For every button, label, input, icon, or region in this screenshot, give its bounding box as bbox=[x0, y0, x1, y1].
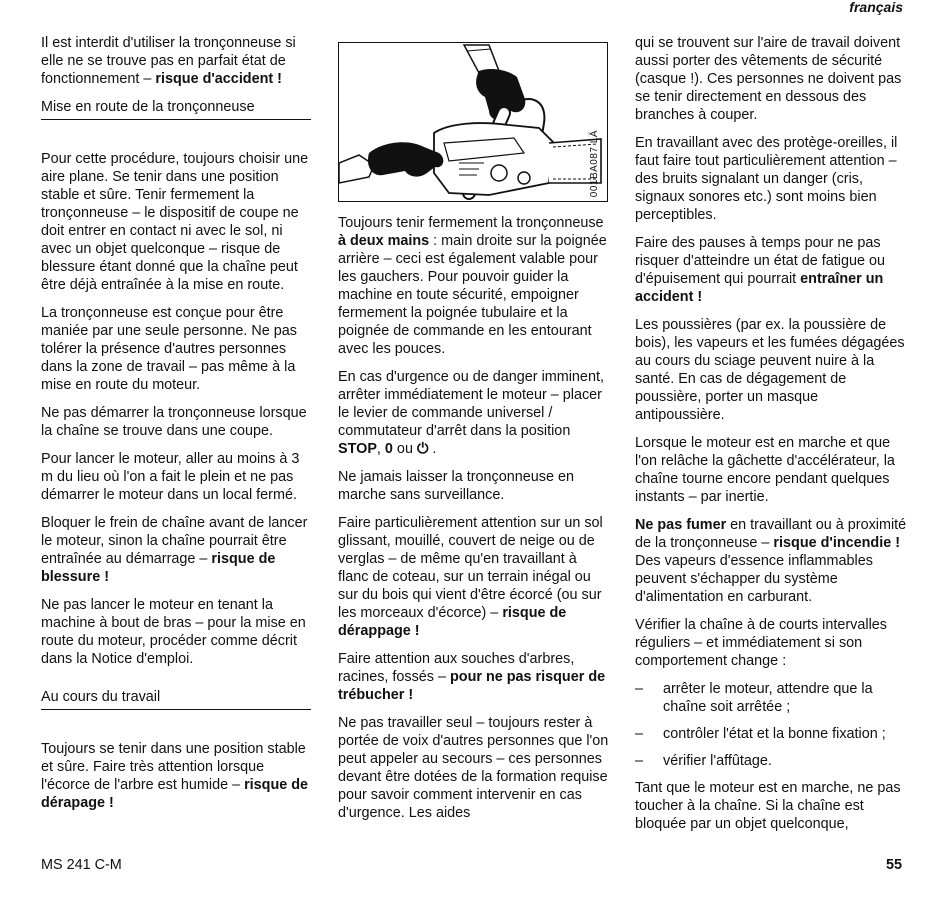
paragraph-intro: Il est interdit d'utiliser la tronçonneuse si elle ne se trouve pas en parfait état de fonctionnement – risque d'accident ! bbox=[41, 35, 296, 87]
paragraph: Lorsque le moteur est en marche et que l'on relâche la gâchette d'accélérateur, la chaîne tourne encore pendant quelques instants – par inertie. bbox=[635, 435, 895, 505]
paragraph: Pour cette procédure, toujours choisir une aire plane. Se tenir dans une position stable et sûre. Tenir fermement la tronçonneuse – le dispositif de coupe ne doit entrer en contact ni avec le sol, ni avec un objet quelconque – risque de blessure étant donné que la chaîne peut être déjà entraînée à la mise en route. bbox=[41, 151, 309, 293]
model-label: MS 241 C-M bbox=[41, 857, 122, 873]
paragraph: Faire attention aux souches d'arbres, racines, fossés – pour ne pas risquer de trébucher ! bbox=[338, 651, 606, 703]
paragraph: Faire des pauses à temps pour ne pas risquer d'atteindre un état de fatigue ou d'épuisement qui pourrait entraîner un accident ! bbox=[635, 235, 885, 305]
paragraph: En cas d'urgence ou de danger imminent, arrêter immédiatement le moteur – placer le levier de commande universel / commutateur d'arrêt dans la position STOP, 0 ou ⏻ . bbox=[338, 369, 604, 457]
paragraph: qui se trouvent sur l'aire de travail doivent aussi porter des vêtements de sécurité (casque !). Ces personnes ne doivent pas se tenir directement en dessous des branches à couper. bbox=[635, 35, 902, 123]
paragraph: Toujours se tenir dans une position stable et sûre. Faire très attention lorsque l'écorce de l'arbre est humide – risque de dérapage ! bbox=[41, 741, 309, 811]
list-item: – contrôler l'état et la bonne fixation ; bbox=[635, 726, 886, 742]
column-2 bbox=[338, 34, 610, 832]
chainsaw-illustration bbox=[338, 42, 608, 202]
column-1 bbox=[41, 34, 311, 822]
paragraph: Bloquer le frein de chaîne avant de lancer le moteur, sinon la chaîne pourrait être entraînée au démarrage – risque de blessure ! bbox=[41, 515, 308, 585]
section-heading-work: Au cours du travail bbox=[41, 688, 311, 710]
stop-symbol-icon: ⏻ bbox=[416, 441, 429, 457]
paragraph: Les poussières (par ex. la poussière de bois), les vapeurs et les fumées dégagées au cours du sciage peuvent nuire à la santé. En cas de dégagement de poussière, porter un masque antipoussière. bbox=[635, 317, 905, 423]
illustration-code: 001BA087 LÄ bbox=[589, 129, 600, 197]
paragraph: Ne pas fumer en travaillant ou à proximité de la tronçonneuse – risque d'incendie ! Des vapeurs d'essence inflammables peuvent s'échapper du système d'alimentation en carburant. bbox=[635, 517, 907, 605]
paragraph: Ne pas démarrer la tronçonneuse lorsque la chaîne se trouve dans une coupe. bbox=[41, 405, 307, 439]
paragraph: Ne pas lancer le moteur en tenant la machine à bout de bras – pour la mise en route du moteur, procéder comme décrit dans la Notice d'emploi. bbox=[41, 597, 306, 667]
paragraph: La tronçonneuse est conçue pour être maniée par une seule personne. Ne pas tolérer la présence d'autres personnes dans la zone de travail – pas même à la mise en route du moteur. bbox=[41, 305, 298, 393]
paragraph: Pour lancer le moteur, aller au moins à 3 m du lieu où l'on a fait le plein et ne pas démarrer le moteur dans un local fermé. bbox=[41, 451, 300, 503]
paragraph: En travaillant avec des protège-oreilles, il faut faire tout particulièrement attention – des bruits signalant un danger (cris, signaux sonores etc.) sont moins bien perceptibles. bbox=[635, 135, 898, 223]
list-item: – vérifier l'affûtage. bbox=[635, 753, 772, 769]
paragraph: Faire particulièrement attention sur un sol glissant, mouillé, couvert de neige ou de verglas – de même qu'en travaillant à flanc de coteau, sur un terrain inégal ou sur du bois qui vient d'être écorcé (ou sur les morceaux d'écorce) – risque de dérappage ! bbox=[338, 515, 603, 639]
language-label: français bbox=[849, 0, 903, 15]
paragraph: Ne jamais laisser la tronçonneuse en marche sans surveillance. bbox=[338, 469, 574, 503]
paragraph: Tant que le moteur est en marche, ne pas toucher à la chaîne. Si la chaîne est bloquée par un objet quelconque, bbox=[635, 780, 901, 832]
chainsaw-hands-drawing bbox=[339, 43, 609, 203]
paragraph: Vérifier la chaîne à de courts intervalles réguliers – et immédiatement si son comportement change : bbox=[635, 617, 887, 669]
paragraph: Toujours tenir fermement la tronçonneuse à deux mains : main droite sur la poignée arrière – ceci est également valable pour les gauchers. Pour pouvoir guider la machine en toute sécurité, empoigner fermement la poignée tubulaire et la poignée de commande en les entourant avec les pouces. bbox=[338, 215, 607, 357]
list-item: – arrêter le moteur, attendre que la chaîne soit arrêtée ; bbox=[635, 681, 873, 715]
paragraph: Ne pas travailler seul – toujours rester à portée de voix d'autres personnes que l'on peut appeler au secours – ces personnes devant être dotées de la formation requise pour savoir comment intervenir en cas d'urgence. Les aides bbox=[338, 715, 609, 821]
section-heading-start: Mise en route de la tronçonneuse bbox=[41, 98, 311, 120]
column-3 bbox=[635, 34, 907, 843]
page-number: 55 bbox=[885, 857, 902, 873]
